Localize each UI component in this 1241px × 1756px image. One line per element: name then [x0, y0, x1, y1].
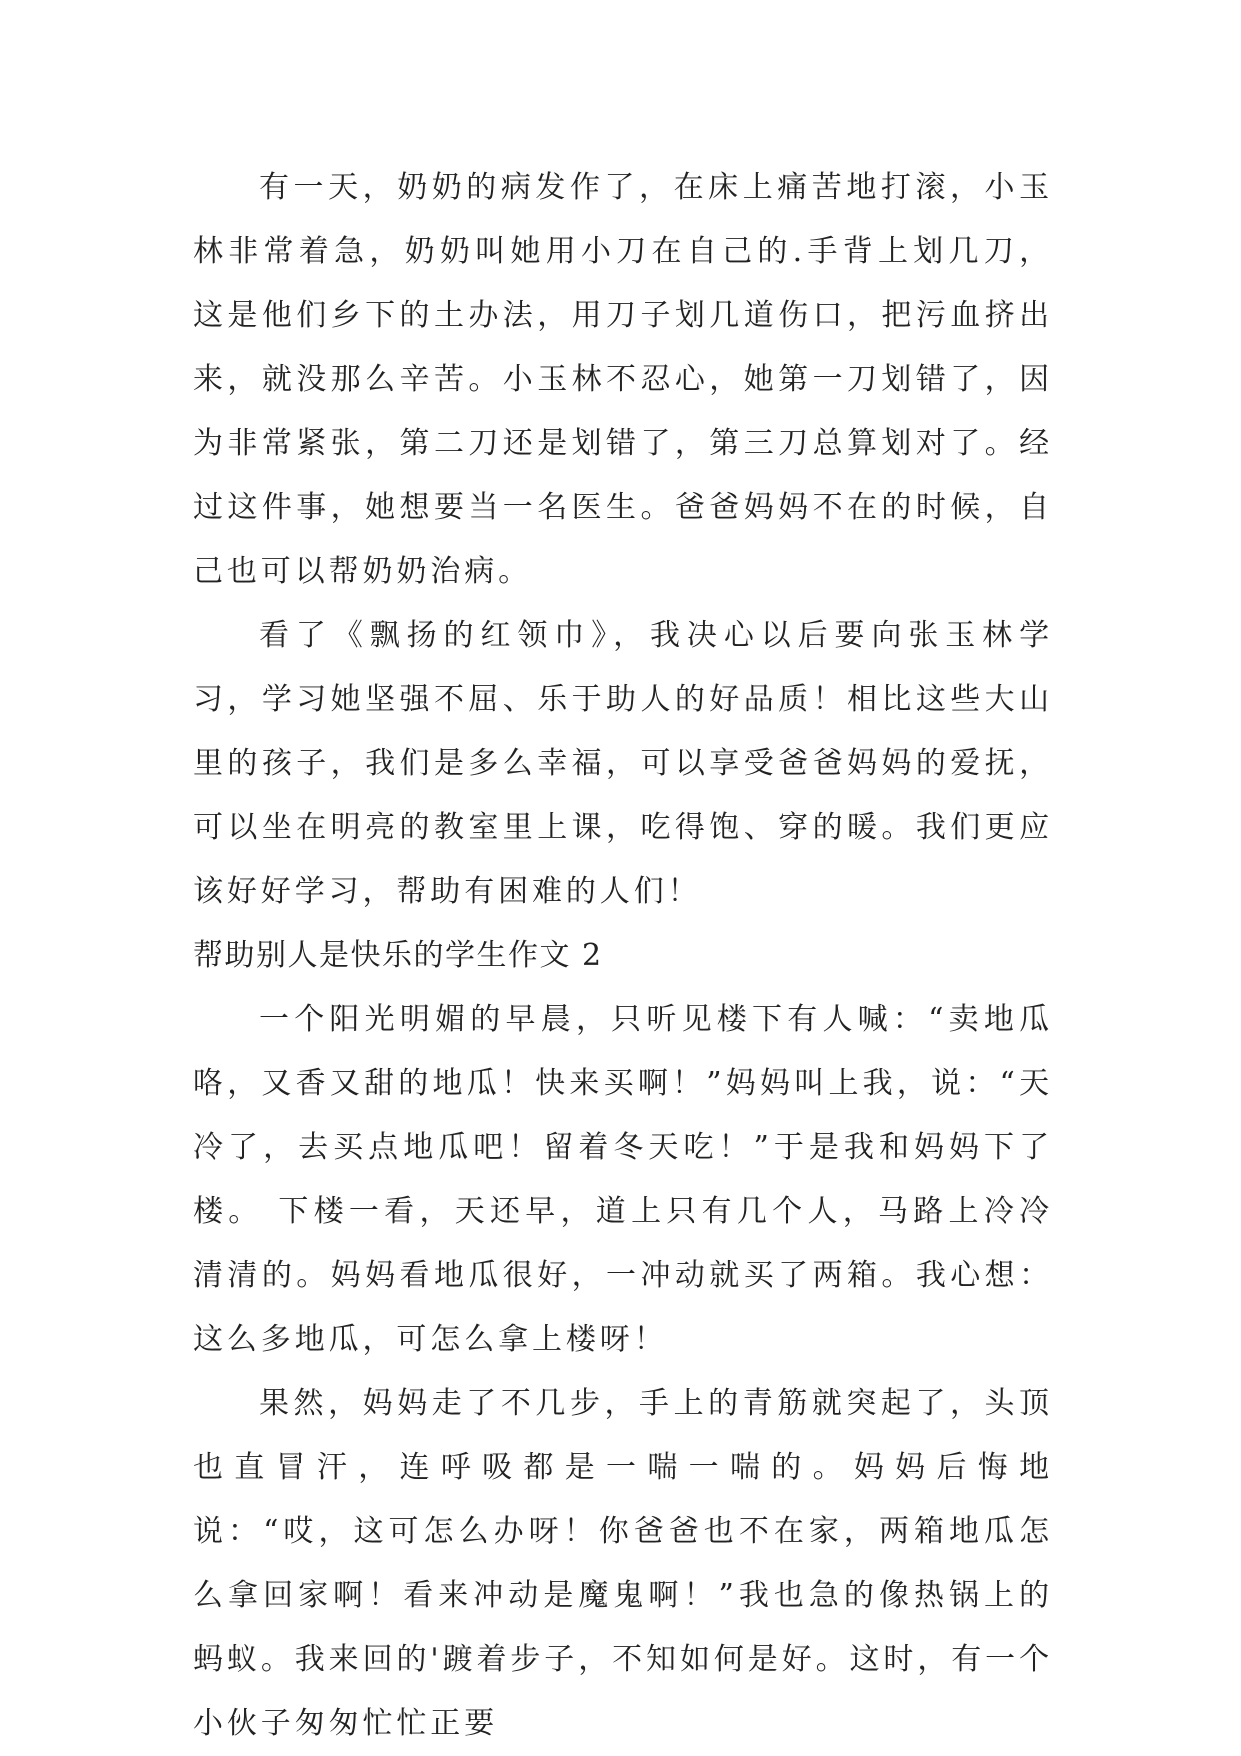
paragraph-sweet-potato-morning: 一个阳光明媚的早晨，只听见楼下有人喊：“卖地瓜咯，又香又甜的地瓜！快来买啊！”妈妈叫上我，说：“天冷了，去买点地瓜吧！留着冬天吃！”于是我和妈妈下了楼。 下楼一看，天还早，道上只有几个人，马路上冷冷清清的。妈妈看地瓜很好，一冲动就买了两箱。我心想：这么多地瓜，可怎么拿上楼呀！ [193, 1002, 1053, 1357]
paragraph-grandma-illness: 有一天，奶奶的病发作了，在床上痛苦地打滚，小玉林非常着急，奶奶叫她用小刀在自己的.手背上划几刀，这是他们乡下的土办法，用刀子划几道伤口，把污血挤出来，就没那么辛苦。小玉林不忍心，她第一刀划错了，因为非常紧张，第二刀还是划错了，第三刀总算划对了。经过这件事，她想要当一名医生。爸爸妈妈不在的时候，自己也可以帮奶奶治病。 [193, 170, 1053, 589]
paragraph-reflection: 看了《飘扬的红领巾》，我决心以后要向张玉林学习，学习她坚强不屈、乐于助人的好品质！相比这些大山里的孩子，我们是多么幸福，可以享受爸爸妈妈的爱抚，可以坐在明亮的教室里上课，吃得饱、穿的暖。我们更应该好好学习，帮助有困难的人们！ [193, 618, 1053, 909]
paragraph-carrying-boxes: 果然，妈妈走了不几步，手上的青筋就突起了，头顶也直冒汗，连呼吸都是一喘一喘的。妈妈后悔地说：“哎，这可怎么办呀！你爸爸也不在家，两箱地瓜怎么拿回家啊！看来冲动是魔鬼啊！”我也急的像热锅上的蚂蚁。我来回的'踱着步子，不知如何是好。这时，有一个小伙子匆匆忙忙正要 [193, 1386, 1053, 1741]
section-heading: 帮助别人是快乐的学生作文 2 [193, 938, 603, 973]
document-page [193, 156, 1053, 1756]
